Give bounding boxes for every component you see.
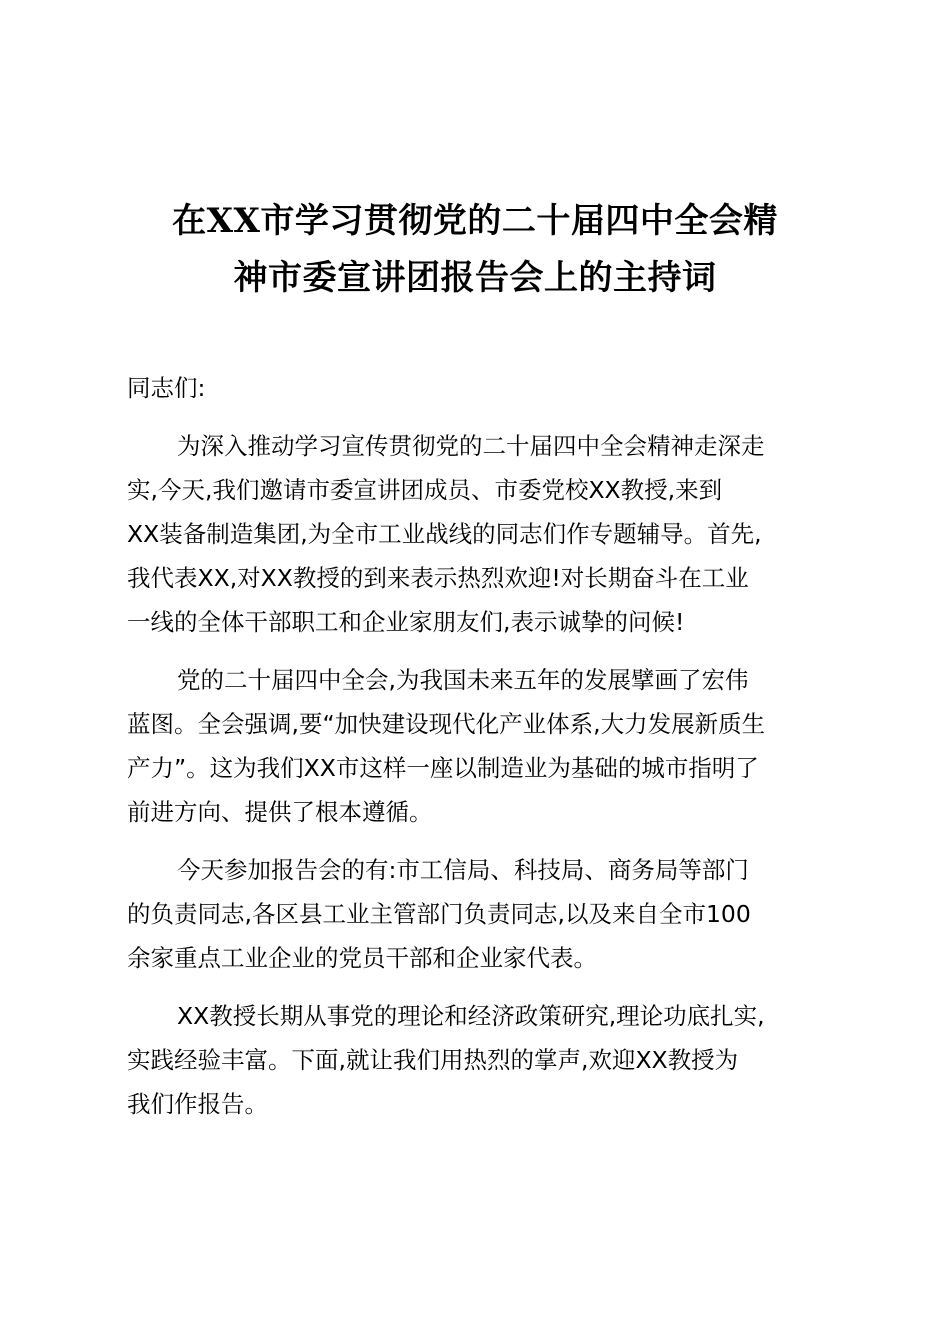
paragraph-welcome — [127, 424, 827, 644]
paragraph-attendees — [127, 848, 827, 980]
paragraph-line: 党的二十届四中全会,为我国未来五年的发展擘画了宏伟 — [177, 666, 749, 694]
paragraph-line: 一线的全体干部职工和企业家朋友们,表示诚挚的问候! — [127, 608, 685, 636]
paragraph-line: 我代表XX,对XX教授的到来表示热烈欢迎!对长期奋斗在工业 — [127, 564, 749, 592]
paragraph-line: XX装备制造集团,为全市工业战线的同志们作专题辅导。首先, — [127, 520, 762, 548]
salutation: 同志们: — [127, 374, 206, 402]
paragraph-plenum — [127, 658, 827, 834]
document-title — [120, 193, 830, 307]
paragraph-line: XX教授长期从事党的理论和经济政策研究,理论功底扎实, — [177, 1002, 765, 1030]
paragraph-line: 实,今天,我们邀请市委宣讲团成员、市委党校XX教授,来到 — [127, 476, 723, 504]
paragraph-line: 我们作报告。 — [127, 1090, 268, 1118]
paragraph-line: 余家重点工业企业的党员干部和企业家代表。 — [127, 944, 597, 972]
document-body — [127, 366, 827, 1140]
paragraph-line: 蓝图。全会强调,要“加快建设现代化产业体系,大力发展新质生 — [127, 710, 766, 738]
paragraph-line: 产力”。这为我们XX市这样一座以制造业为基础的城市指明了 — [127, 754, 759, 782]
paragraph-introduction — [127, 994, 827, 1126]
title-line: 在XX市学习贯彻党的二十届四中全会精 — [172, 201, 778, 241]
title-line: 神市委宣讲团报告会上的主持词 — [233, 258, 717, 298]
paragraph-line: 今天参加报告会的有:市工信局、科技局、商务局等部门 — [177, 856, 749, 884]
paragraph-line: 为深入推动学习宣传贯彻党的二十届四中全会精神走深走 — [177, 432, 765, 460]
paragraph-line: 实践经验丰富。下面,就让我们用热烈的掌声,欢迎XX教授为 — [127, 1046, 739, 1074]
paragraph-line: 的负责同志,各区县工业主管部门负责同志,以及来自全市100 — [127, 900, 751, 928]
paragraph-line: 前进方向、提供了根本遵循。 — [127, 798, 433, 826]
